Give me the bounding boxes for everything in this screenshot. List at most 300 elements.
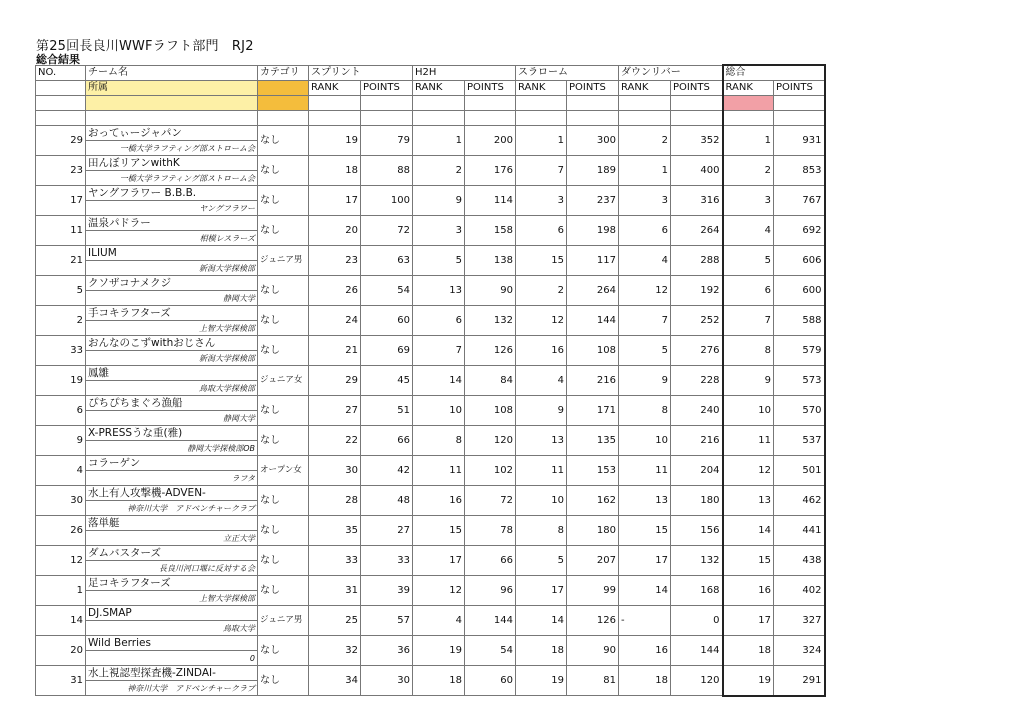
row-team-name: 温泉パドラー bbox=[86, 216, 258, 231]
row-category: なし bbox=[258, 126, 309, 156]
row-overall-points: 931 bbox=[774, 126, 825, 156]
table-row bbox=[36, 606, 825, 621]
header-pad bbox=[309, 96, 361, 111]
document-subtitle: 総合結果 bbox=[36, 53, 80, 66]
header-team: チーム名 bbox=[86, 65, 258, 81]
row-slalom-points: 153 bbox=[567, 456, 619, 486]
row-sprint-points: 60 bbox=[361, 306, 413, 336]
row-downriver-rank: 14 bbox=[619, 576, 671, 606]
row-h2h-rank: 4 bbox=[413, 606, 465, 636]
row-overall-points: 600 bbox=[774, 276, 825, 306]
row-sprint-points: 63 bbox=[361, 246, 413, 276]
row-slalom-rank: 4 bbox=[516, 366, 567, 396]
header-slalom-points: POINTS bbox=[567, 81, 619, 96]
row-sprint-rank: 24 bbox=[309, 306, 361, 336]
row-overall-rank: 2 bbox=[723, 156, 774, 186]
row-slalom-points: 99 bbox=[567, 576, 619, 606]
row-affiliation: 上智大学探検部 bbox=[86, 591, 258, 606]
table-row bbox=[36, 516, 825, 531]
row-sprint-points: 30 bbox=[361, 666, 413, 696]
row-downriver-points: 352 bbox=[671, 126, 723, 156]
row-no: 21 bbox=[36, 246, 86, 276]
row-team-name: クソザコナメクジ bbox=[86, 276, 258, 291]
row-h2h-points: 144 bbox=[465, 606, 516, 636]
row-sprint-points: 33 bbox=[361, 546, 413, 576]
row-sprint-points: 48 bbox=[361, 486, 413, 516]
row-sprint-points: 100 bbox=[361, 186, 413, 216]
row-slalom-points: 180 bbox=[567, 516, 619, 546]
row-slalom-rank: 13 bbox=[516, 426, 567, 456]
row-category: ジュニア男 bbox=[258, 606, 309, 636]
header-sprint-points: POINTS bbox=[361, 81, 413, 96]
row-affiliation: 一橋大学ラフティング部ストローム会 bbox=[86, 171, 258, 186]
table-row bbox=[36, 336, 825, 351]
row-affiliation: 鳥取大学 bbox=[86, 621, 258, 636]
row-team-name: おってぃージャパン bbox=[86, 126, 258, 141]
row-overall-rank: 13 bbox=[723, 486, 774, 516]
row-h2h-points: 54 bbox=[465, 636, 516, 666]
row-team-name: DJ.SMAP bbox=[86, 606, 258, 621]
table-row bbox=[36, 126, 825, 141]
row-overall-rank: 11 bbox=[723, 426, 774, 456]
row-team-name: ILIUM bbox=[86, 246, 258, 261]
row-sprint-points: 39 bbox=[361, 576, 413, 606]
row-downriver-points: 264 bbox=[671, 216, 723, 246]
row-overall-points: 767 bbox=[774, 186, 825, 216]
header-overall-rank: RANK bbox=[723, 81, 774, 96]
row-no: 4 bbox=[36, 456, 86, 486]
row-overall-rank: 8 bbox=[723, 336, 774, 366]
row-h2h-rank: 18 bbox=[413, 666, 465, 696]
row-overall-rank: 16 bbox=[723, 576, 774, 606]
row-overall-rank: 7 bbox=[723, 306, 774, 336]
row-category: なし bbox=[258, 276, 309, 306]
row-overall-rank: 5 bbox=[723, 246, 774, 276]
row-downriver-rank: - bbox=[619, 606, 671, 636]
row-overall-points: 570 bbox=[774, 396, 825, 426]
row-sprint-rank: 29 bbox=[309, 366, 361, 396]
row-affiliation: 長良川河口堰に反対する会 bbox=[86, 561, 258, 576]
row-affiliation: 静岡大学 bbox=[86, 291, 258, 306]
row-no: 6 bbox=[36, 396, 86, 426]
row-affiliation: ラフタ bbox=[86, 471, 258, 486]
table-row bbox=[36, 216, 825, 231]
row-affiliation: 神奈川大学 アドベンチャークラブ bbox=[86, 501, 258, 516]
header-overall: 総合 bbox=[723, 65, 825, 81]
row-overall-points: 588 bbox=[774, 306, 825, 336]
header-no-blank bbox=[36, 81, 86, 96]
row-slalom-points: 108 bbox=[567, 336, 619, 366]
row-sprint-rank: 18 bbox=[309, 156, 361, 186]
row-sprint-rank: 23 bbox=[309, 246, 361, 276]
row-overall-rank: 3 bbox=[723, 186, 774, 216]
row-h2h-points: 66 bbox=[465, 546, 516, 576]
row-overall-rank: 14 bbox=[723, 516, 774, 546]
row-no: 19 bbox=[36, 366, 86, 396]
row-affiliation: 0 bbox=[86, 651, 258, 666]
table-row bbox=[36, 426, 825, 441]
row-no: 26 bbox=[36, 516, 86, 546]
row-overall-points: 327 bbox=[774, 606, 825, 636]
row-overall-points: 462 bbox=[774, 486, 825, 516]
header-h2h-points: POINTS bbox=[465, 81, 516, 96]
row-downriver-rank: 3 bbox=[619, 186, 671, 216]
header-pad bbox=[567, 96, 619, 111]
row-slalom-rank: 6 bbox=[516, 216, 567, 246]
row-downriver-points: 252 bbox=[671, 306, 723, 336]
table-row bbox=[36, 456, 825, 471]
row-h2h-rank: 12 bbox=[413, 576, 465, 606]
row-h2h-rank: 9 bbox=[413, 186, 465, 216]
row-overall-points: 853 bbox=[774, 156, 825, 186]
row-affiliation: 上智大学探検部 bbox=[86, 321, 258, 336]
row-sprint-points: 88 bbox=[361, 156, 413, 186]
row-affiliation: 神奈川大学 アドベンチャークラブ bbox=[86, 681, 258, 696]
row-team-name: Wild Berries bbox=[86, 636, 258, 651]
row-sprint-rank: 32 bbox=[309, 636, 361, 666]
row-no: 2 bbox=[36, 306, 86, 336]
row-overall-rank: 10 bbox=[723, 396, 774, 426]
row-team-name: コラーゲン bbox=[86, 456, 258, 471]
row-downriver-points: 316 bbox=[671, 186, 723, 216]
row-downriver-rank: 16 bbox=[619, 636, 671, 666]
header-overall-rank-highlight bbox=[723, 96, 774, 111]
header-h2h: H2H bbox=[413, 65, 516, 81]
header-no: NO. bbox=[36, 65, 86, 81]
row-sprint-rank: 21 bbox=[309, 336, 361, 366]
row-slalom-points: 207 bbox=[567, 546, 619, 576]
row-downriver-points: 168 bbox=[671, 576, 723, 606]
row-downriver-rank: 18 bbox=[619, 666, 671, 696]
table-row bbox=[36, 306, 825, 321]
row-slalom-points: 144 bbox=[567, 306, 619, 336]
row-sprint-rank: 33 bbox=[309, 546, 361, 576]
row-overall-rank: 17 bbox=[723, 606, 774, 636]
row-no: 1 bbox=[36, 576, 86, 606]
row-no: 9 bbox=[36, 426, 86, 456]
row-slalom-rank: 12 bbox=[516, 306, 567, 336]
row-downriver-rank: 15 bbox=[619, 516, 671, 546]
row-h2h-points: 158 bbox=[465, 216, 516, 246]
row-sprint-points: 51 bbox=[361, 396, 413, 426]
header-downriver-points: POINTS bbox=[671, 81, 723, 96]
row-slalom-points: 126 bbox=[567, 606, 619, 636]
row-team-name: 手コキラフターズ bbox=[86, 306, 258, 321]
table-row bbox=[36, 366, 825, 381]
row-h2h-points: 200 bbox=[465, 126, 516, 156]
row-h2h-rank: 15 bbox=[413, 516, 465, 546]
row-sprint-rank: 30 bbox=[309, 456, 361, 486]
row-sprint-points: 69 bbox=[361, 336, 413, 366]
row-sprint-points: 36 bbox=[361, 636, 413, 666]
row-h2h-rank: 6 bbox=[413, 306, 465, 336]
row-h2h-points: 138 bbox=[465, 246, 516, 276]
row-sprint-points: 45 bbox=[361, 366, 413, 396]
row-sprint-rank: 34 bbox=[309, 666, 361, 696]
row-slalom-rank: 15 bbox=[516, 246, 567, 276]
row-sprint-points: 72 bbox=[361, 216, 413, 246]
row-h2h-rank: 13 bbox=[413, 276, 465, 306]
row-team-name: 足コキラフターズ bbox=[86, 576, 258, 591]
header-affiliation-pad bbox=[86, 96, 258, 111]
row-slalom-rank: 11 bbox=[516, 456, 567, 486]
row-h2h-points: 84 bbox=[465, 366, 516, 396]
row-category: なし bbox=[258, 156, 309, 186]
row-overall-points: 441 bbox=[774, 516, 825, 546]
row-h2h-points: 120 bbox=[465, 426, 516, 456]
row-sprint-points: 54 bbox=[361, 276, 413, 306]
row-h2h-rank: 11 bbox=[413, 456, 465, 486]
row-h2h-points: 96 bbox=[465, 576, 516, 606]
row-affiliation: ヤングフラワー bbox=[86, 201, 258, 216]
row-affiliation: 鳥取大学探検部 bbox=[86, 381, 258, 396]
row-team-name: 水上有人攻撃機-ADVEN- bbox=[86, 486, 258, 501]
row-team-name: 田んぼリアンwithK bbox=[86, 156, 258, 171]
row-h2h-rank: 16 bbox=[413, 486, 465, 516]
row-h2h-points: 176 bbox=[465, 156, 516, 186]
row-overall-points: 402 bbox=[774, 576, 825, 606]
row-sprint-rank: 17 bbox=[309, 186, 361, 216]
header-overall-points: POINTS bbox=[774, 81, 825, 96]
row-sprint-rank: 31 bbox=[309, 576, 361, 606]
row-downriver-rank: 12 bbox=[619, 276, 671, 306]
row-affiliation: 静岡大学 bbox=[86, 411, 258, 426]
row-h2h-points: 60 bbox=[465, 666, 516, 696]
row-category: なし bbox=[258, 216, 309, 246]
row-overall-rank: 1 bbox=[723, 126, 774, 156]
row-category: なし bbox=[258, 336, 309, 366]
row-h2h-rank: 10 bbox=[413, 396, 465, 426]
row-sprint-points: 79 bbox=[361, 126, 413, 156]
row-overall-rank: 6 bbox=[723, 276, 774, 306]
row-team-name: ヤングフラワー B.B.B. bbox=[86, 186, 258, 201]
row-slalom-rank: 17 bbox=[516, 576, 567, 606]
table-row bbox=[36, 636, 825, 651]
row-overall-points: 537 bbox=[774, 426, 825, 456]
row-no: 31 bbox=[36, 666, 86, 696]
table-row bbox=[36, 186, 825, 201]
row-slalom-rank: 16 bbox=[516, 336, 567, 366]
row-downriver-rank: 8 bbox=[619, 396, 671, 426]
row-slalom-rank: 8 bbox=[516, 516, 567, 546]
row-h2h-rank: 14 bbox=[413, 366, 465, 396]
header-sprint-rank: RANK bbox=[309, 81, 361, 96]
row-overall-rank: 4 bbox=[723, 216, 774, 246]
row-slalom-points: 237 bbox=[567, 186, 619, 216]
row-affiliation: 一橋大学ラフティング部ストローム会 bbox=[86, 141, 258, 156]
row-category: なし bbox=[258, 396, 309, 426]
row-slalom-points: 162 bbox=[567, 486, 619, 516]
row-downriver-points: 216 bbox=[671, 426, 723, 456]
row-category: なし bbox=[258, 186, 309, 216]
header-pad bbox=[774, 96, 825, 111]
table-row bbox=[36, 486, 825, 501]
row-h2h-points: 102 bbox=[465, 456, 516, 486]
row-no: 5 bbox=[36, 276, 86, 306]
header-slalom-rank: RANK bbox=[516, 81, 567, 96]
row-downriver-rank: 9 bbox=[619, 366, 671, 396]
row-affiliation: 静岡大学探検部OB bbox=[86, 441, 258, 456]
row-category: なし bbox=[258, 516, 309, 546]
table-row bbox=[36, 156, 825, 171]
row-category: ジュニア男 bbox=[258, 246, 309, 276]
row-slalom-points: 300 bbox=[567, 126, 619, 156]
row-downriver-rank: 5 bbox=[619, 336, 671, 366]
header-downriver-rank: RANK bbox=[619, 81, 671, 96]
row-no: 17 bbox=[36, 186, 86, 216]
row-h2h-rank: 17 bbox=[413, 546, 465, 576]
row-sprint-rank: 35 bbox=[309, 516, 361, 546]
row-downriver-points: 144 bbox=[671, 636, 723, 666]
row-category: なし bbox=[258, 666, 309, 696]
row-downriver-points: 180 bbox=[671, 486, 723, 516]
row-no: 23 bbox=[36, 156, 86, 186]
row-sprint-rank: 20 bbox=[309, 216, 361, 246]
row-h2h-rank: 8 bbox=[413, 426, 465, 456]
header-pad bbox=[619, 96, 671, 111]
row-slalom-rank: 14 bbox=[516, 606, 567, 636]
row-no: 29 bbox=[36, 126, 86, 156]
row-sprint-rank: 19 bbox=[309, 126, 361, 156]
row-slalom-rank: 19 bbox=[516, 666, 567, 696]
row-sprint-points: 42 bbox=[361, 456, 413, 486]
row-downriver-points: 276 bbox=[671, 336, 723, 366]
row-h2h-points: 72 bbox=[465, 486, 516, 516]
row-no: 12 bbox=[36, 546, 86, 576]
row-downriver-points: 288 bbox=[671, 246, 723, 276]
row-slalom-rank: 10 bbox=[516, 486, 567, 516]
row-slalom-rank: 1 bbox=[516, 126, 567, 156]
row-downriver-rank: 1 bbox=[619, 156, 671, 186]
row-sprint-points: 66 bbox=[361, 426, 413, 456]
row-overall-rank: 19 bbox=[723, 666, 774, 696]
row-h2h-points: 132 bbox=[465, 306, 516, 336]
row-slalom-points: 189 bbox=[567, 156, 619, 186]
row-affiliation: 新潟大学探検部 bbox=[86, 261, 258, 276]
row-affiliation: 新潟大学探検部 bbox=[86, 351, 258, 366]
row-slalom-points: 135 bbox=[567, 426, 619, 456]
row-sprint-rank: 26 bbox=[309, 276, 361, 306]
row-overall-rank: 9 bbox=[723, 366, 774, 396]
row-downriver-points: 192 bbox=[671, 276, 723, 306]
header-pad bbox=[465, 96, 516, 111]
row-no: 11 bbox=[36, 216, 86, 246]
row-overall-rank: 12 bbox=[723, 456, 774, 486]
row-team-name: X-PRESSうな重(雅) bbox=[86, 426, 258, 441]
row-overall-points: 573 bbox=[774, 366, 825, 396]
header-h2h-rank: RANK bbox=[413, 81, 465, 96]
row-team-name: ぴちぴちまぐろ漁船 bbox=[86, 396, 258, 411]
row-overall-points: 291 bbox=[774, 666, 825, 696]
row-slalom-points: 216 bbox=[567, 366, 619, 396]
row-overall-points: 692 bbox=[774, 216, 825, 246]
row-category: なし bbox=[258, 306, 309, 336]
row-slalom-rank: 9 bbox=[516, 396, 567, 426]
header-category: カテゴリ bbox=[258, 65, 309, 81]
row-downriver-rank: 6 bbox=[619, 216, 671, 246]
row-sprint-rank: 28 bbox=[309, 486, 361, 516]
row-slalom-rank: 18 bbox=[516, 636, 567, 666]
row-h2h-points: 108 bbox=[465, 396, 516, 426]
table-row bbox=[36, 546, 825, 561]
row-overall-rank: 15 bbox=[723, 546, 774, 576]
row-affiliation: 立正大学 bbox=[86, 531, 258, 546]
row-downriver-rank: 11 bbox=[619, 456, 671, 486]
row-downriver-points: 156 bbox=[671, 516, 723, 546]
row-h2h-rank: 2 bbox=[413, 156, 465, 186]
row-category: オープン女 bbox=[258, 456, 309, 486]
row-slalom-points: 90 bbox=[567, 636, 619, 666]
row-h2h-points: 114 bbox=[465, 186, 516, 216]
table-row bbox=[36, 666, 825, 681]
header-pad bbox=[36, 96, 86, 111]
row-downriver-points: 204 bbox=[671, 456, 723, 486]
results-table bbox=[35, 64, 826, 697]
header-pad bbox=[361, 96, 413, 111]
table-row bbox=[36, 246, 825, 261]
row-no: 33 bbox=[36, 336, 86, 366]
header-category-swatch bbox=[258, 81, 309, 96]
row-downriver-rank: 2 bbox=[619, 126, 671, 156]
row-affiliation: 相模レスラーズ bbox=[86, 231, 258, 246]
row-downriver-rank: 13 bbox=[619, 486, 671, 516]
row-downriver-points: 240 bbox=[671, 396, 723, 426]
row-downriver-rank: 17 bbox=[619, 546, 671, 576]
header-pad bbox=[671, 96, 723, 111]
row-team-name: 鳳雛 bbox=[86, 366, 258, 381]
row-overall-points: 579 bbox=[774, 336, 825, 366]
row-category: ジュニア女 bbox=[258, 366, 309, 396]
header-pad bbox=[516, 96, 567, 111]
row-team-name: ダムバスターズ bbox=[86, 546, 258, 561]
row-no: 14 bbox=[36, 606, 86, 636]
document-title: 第25回長良川WWFラフト部門 RJ2 bbox=[36, 39, 254, 54]
row-h2h-points: 126 bbox=[465, 336, 516, 366]
row-sprint-points: 27 bbox=[361, 516, 413, 546]
row-team-name: 水上視認型探査機-ZINDAI- bbox=[86, 666, 258, 681]
row-no: 20 bbox=[36, 636, 86, 666]
row-slalom-points: 117 bbox=[567, 246, 619, 276]
row-overall-points: 606 bbox=[774, 246, 825, 276]
row-overall-rank: 18 bbox=[723, 636, 774, 666]
row-h2h-points: 78 bbox=[465, 516, 516, 546]
header-affiliation: 所属 bbox=[86, 81, 258, 96]
row-h2h-rank: 3 bbox=[413, 216, 465, 246]
table-row bbox=[36, 396, 825, 411]
row-downriver-points: 228 bbox=[671, 366, 723, 396]
row-sprint-rank: 22 bbox=[309, 426, 361, 456]
row-downriver-points: 400 bbox=[671, 156, 723, 186]
header-slalom: スラローム bbox=[516, 65, 619, 81]
row-h2h-rank: 1 bbox=[413, 126, 465, 156]
row-category: なし bbox=[258, 426, 309, 456]
row-overall-points: 501 bbox=[774, 456, 825, 486]
row-no: 30 bbox=[36, 486, 86, 516]
row-overall-points: 438 bbox=[774, 546, 825, 576]
row-category: なし bbox=[258, 636, 309, 666]
row-sprint-rank: 25 bbox=[309, 606, 361, 636]
row-downriver-points: 0 bbox=[671, 606, 723, 636]
header-pad bbox=[413, 96, 465, 111]
row-downriver-rank: 10 bbox=[619, 426, 671, 456]
row-downriver-points: 120 bbox=[671, 666, 723, 696]
row-category: なし bbox=[258, 486, 309, 516]
row-team-name: 落単艇 bbox=[86, 516, 258, 531]
row-h2h-rank: 7 bbox=[413, 336, 465, 366]
row-category: なし bbox=[258, 546, 309, 576]
row-team-name: おんなのこずwithおじさん bbox=[86, 336, 258, 351]
row-slalom-points: 198 bbox=[567, 216, 619, 246]
